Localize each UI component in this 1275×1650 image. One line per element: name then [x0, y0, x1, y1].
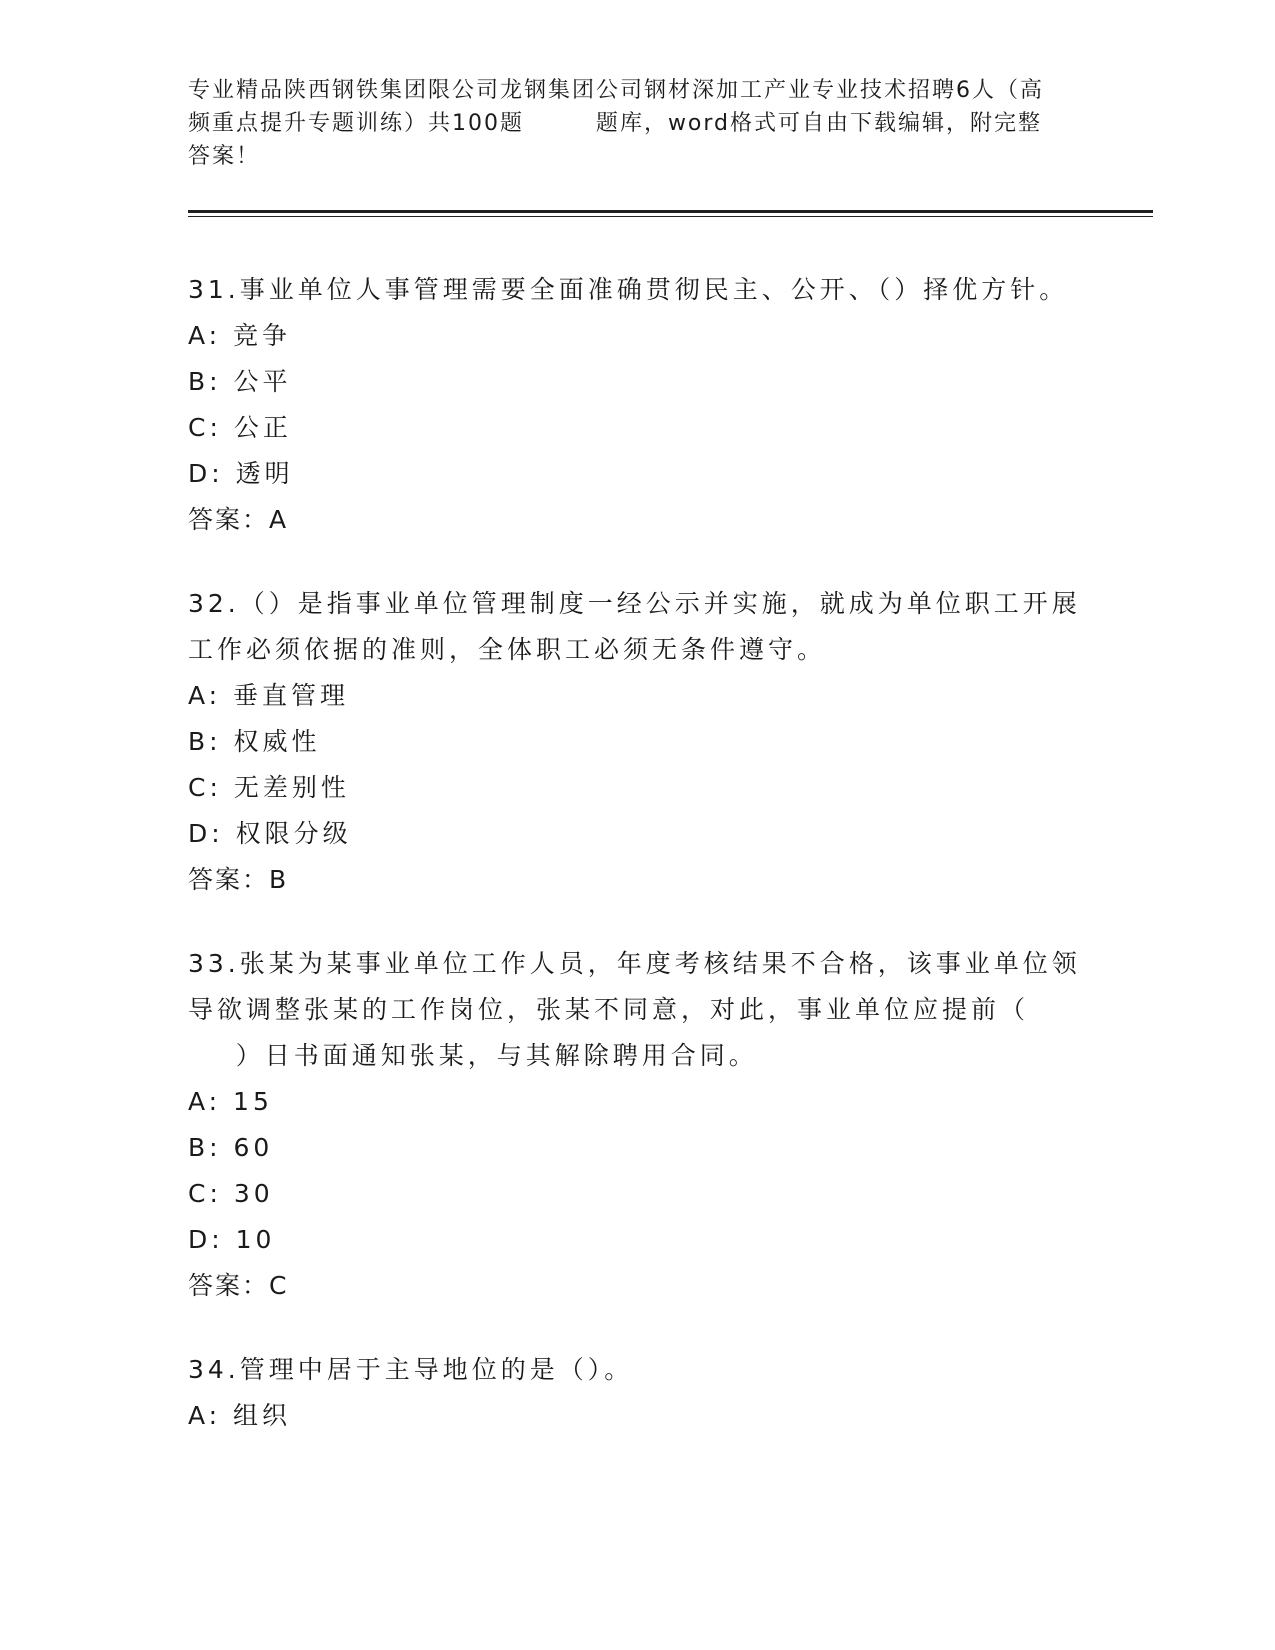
option-d: D: 10 [188, 1225, 276, 1254]
question-34 [188, 1347, 1108, 1439]
question-33 [188, 941, 1108, 1309]
question-32 [188, 581, 1108, 903]
question-text: 导欲调整张某的工作岗位，张某不同意，对此，事业单位应提前（ [188, 995, 1030, 1024]
question-text: 31.事业单位人事管理需要全面准确贯彻民主、公开、（）择优方针。 [188, 275, 1069, 304]
answer-label: 答案：B [188, 865, 289, 894]
option-d: D: 透明 [188, 459, 294, 488]
option-a: A: 15 [188, 1087, 273, 1116]
option-d: D: 权限分级 [188, 819, 352, 848]
header-line: 频重点提升专题训练）共100题 题库，word格式可自由下载编辑，附完整 [188, 111, 1043, 136]
question-text: 工作必须依据的准则，全体职工必须无条件遵守。 [188, 635, 827, 664]
option-c: C: 公正 [188, 413, 292, 442]
answer-label: 答案：C [188, 1271, 289, 1300]
question-text: 34.管理中居于主导地位的是（）。 [188, 1355, 634, 1384]
option-b: B: 公平 [188, 367, 292, 396]
option-b: B: 权威性 [188, 727, 321, 756]
header-line: 答案！ [188, 144, 261, 169]
answer-label: 答案：A [188, 505, 289, 534]
option-b: B: 60 [188, 1133, 274, 1162]
option-c: C: 30 [188, 1179, 274, 1208]
header-divider-thin [188, 216, 1153, 217]
header-line: 专业精品陕西钢铁集团限公司龙钢集团公司钢材深加工产业专业技术招聘6人（高 [188, 78, 1044, 103]
question-text: ）日书面通知张某，与其解除聘用合同。 [188, 1041, 758, 1070]
question-text: 32.（）是指事业单位管理制度一经公示并实施，就成为单位职工开展 [188, 589, 1081, 618]
question-text: 33.张某为某事业单位工作人员，年度考核结果不合格，该事业单位领 [188, 949, 1081, 978]
option-a: A: 垂直管理 [188, 681, 350, 710]
header-divider-thick [188, 210, 1153, 213]
question-31 [188, 267, 1108, 543]
document-header [188, 74, 1088, 173]
question-list [188, 267, 1108, 1477]
option-a: A: 组织 [188, 1401, 292, 1430]
option-c: C: 无差别性 [188, 773, 350, 802]
option-a: A: 竞争 [188, 321, 292, 350]
